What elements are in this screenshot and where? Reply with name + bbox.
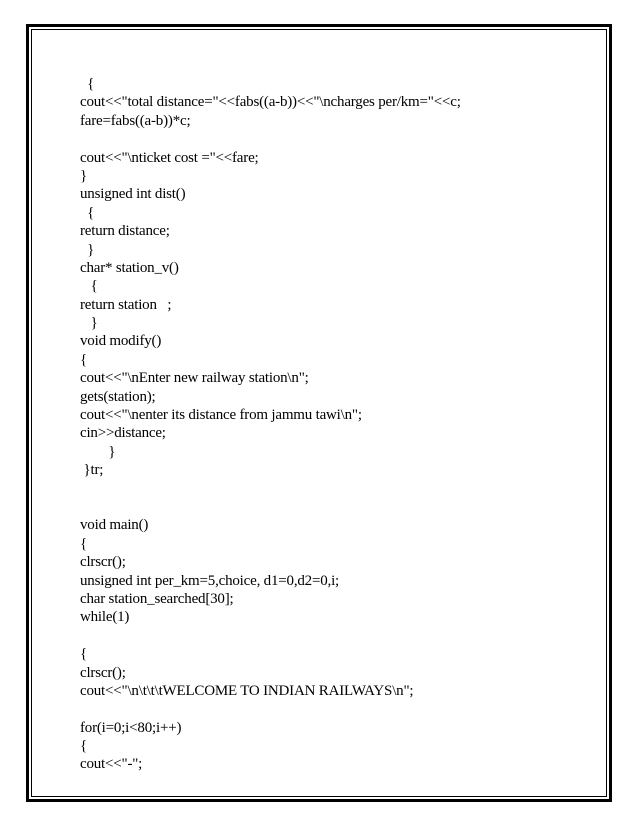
code-line: [80, 480, 580, 498]
code-line: cout<<"\n\t\t\tWELCOME TO INDIAN RAILWAYS\n";: [80, 682, 414, 699]
code-line: {: [80, 646, 87, 663]
code-line: unsigned int per_km=5,choice, d1=0,d2=0,i;: [80, 572, 340, 589]
code-line: [80, 700, 580, 718]
code-line: {: [80, 738, 87, 755]
code-line: }tr;: [80, 462, 104, 479]
code-line: clrscr();: [80, 554, 126, 571]
code-line: char station_searched[30];: [80, 590, 234, 607]
code-line: return distance;: [80, 223, 170, 240]
code-line: cout<<"total distance="<<fabs((a-b))<<"\ncharges per/km="<<c;: [80, 94, 461, 111]
code-line: }: [80, 443, 116, 460]
code-line: {: [80, 204, 95, 221]
code-line: }: [80, 315, 98, 332]
code-line: [80, 627, 580, 645]
code-line: while(1): [80, 609, 130, 626]
code-line: cin>>distance;: [80, 425, 166, 442]
code-line: }: [80, 241, 95, 258]
code-line: [80, 130, 580, 148]
code-line: {: [80, 278, 98, 295]
code-line: {: [80, 351, 87, 368]
code-line: cout<<"\nenter its distance from jammu tawi\n";: [80, 407, 362, 424]
code-line: {: [80, 76, 95, 92]
code-line: gets(station);: [80, 388, 156, 405]
code-line: char* station_v(): [80, 259, 179, 276]
code-line: {: [80, 535, 87, 552]
code-line: [80, 498, 580, 516]
code-line: return station ;: [80, 296, 172, 313]
code-line: }: [80, 167, 87, 184]
code-line: fare=fabs((a-b))*c;: [80, 112, 191, 129]
code-line: clrscr();: [80, 664, 126, 681]
code-line: cout<<"\nEnter new railway station\n";: [80, 370, 309, 387]
code-line: for(i=0;i<80;i++): [80, 719, 182, 736]
code-line: void main(): [80, 517, 149, 534]
code-line: cout<<"\nticket cost ="<<fare;: [80, 149, 259, 166]
code-line: unsigned int dist(): [80, 186, 186, 203]
code-line: cout<<"-";: [80, 756, 143, 773]
code-line: void modify(): [80, 333, 162, 350]
code-listing: [80, 75, 580, 774]
